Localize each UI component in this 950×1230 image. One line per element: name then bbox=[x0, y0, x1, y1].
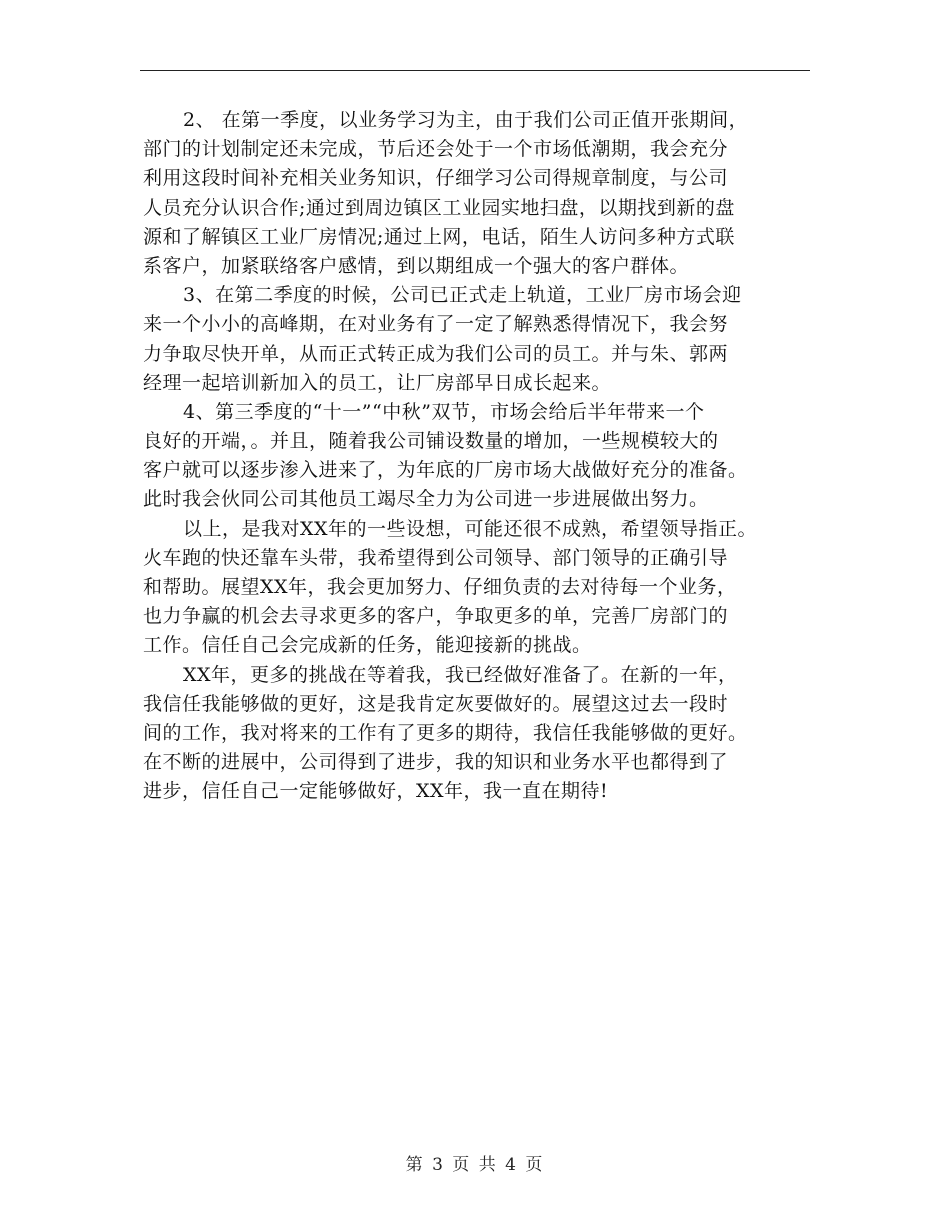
paragraph-5-line-2: 我信任我能够做的更好，这是我肯定灰要做好的。展望这过去一段时 bbox=[143, 692, 729, 715]
paragraph-2-line-2: 来一个小小的高峰期，在对业务有了一定了解熟悉得情况下，我会努 bbox=[143, 313, 729, 336]
paragraph-1-line-6: 系客户，加紧联络客户感情，到以期组成一个强大的客户群体。 bbox=[143, 254, 690, 277]
paragraph-4-line-2: 火车跑的快还靠车头带，我希望得到公司领导、部门领导的正确引导 bbox=[143, 546, 729, 569]
paragraph-2-line-4: 经理一起培训新加入的员工，让厂房部早日成长起来。 bbox=[143, 371, 612, 394]
paragraph-3-line-2: 良好的开端，。并且，随着我公司铺设数量的增加，一些规模较大的 bbox=[143, 430, 719, 453]
body-text bbox=[143, 106, 813, 807]
paragraph-1-line-1: 2、 在第一季度，以业务学习为主，由于我们公司正值开张期间， bbox=[183, 109, 749, 131]
paragraph-5-line-1: XX年，更多的挑战在等着我，我已经做好准备了。在新的一年， bbox=[183, 663, 738, 686]
paragraph-4-line-1: 以上，是我对XX年的一些设想，可能还很不成熟，希望领导指正。 bbox=[183, 517, 758, 540]
paragraph-4-line-4: 也力争赢的机会去寻求更多的客户，争取更多的单，完善厂房部门的 bbox=[143, 605, 729, 628]
paragraph-1-line-4: 人员充分认识合作;通过到周边镇区工业园实地扫盘，以期找到新的盘 bbox=[143, 196, 735, 219]
paragraph-3-line-3: 客户就可以逐步渗入进来了，为年底的厂房市场大战做好充分的准备。 bbox=[143, 459, 748, 482]
paragraph-2-line-1: 3、在第二季度的时候，公司已正式走上轨道，工业厂房市场会迎 bbox=[183, 284, 742, 307]
paragraph-5-line-4: 在不断的进展中，公司得到了进步，我的知识和业务水平也都得到了 bbox=[143, 751, 729, 774]
paragraph-5-line-3: 间的工作，我对将来的工作有了更多的期待，我信任我能够做的更好。 bbox=[143, 721, 748, 744]
paragraph-3-line-4: 此时我会伙同公司其他员工竭尽全力为公司进一步进展做出努力。 bbox=[143, 488, 709, 511]
paragraph-1-line-2: 部门的计划制定还未完成，节后还会处于一个市场低潮期，我会充分 bbox=[143, 138, 729, 161]
paragraph-4-line-5: 工作。信任自己会完成新的任务，能迎接新的挑战。 bbox=[143, 634, 592, 657]
paragraph-1-line-5: 源和了解镇区工业厂房情况;通过上网，电话，陌生人访问多种方式联 bbox=[143, 225, 735, 248]
header-rule bbox=[140, 70, 810, 71]
paragraph-3-line-1: 4、第三季度的“十一”“中秋”双节，市场会给后半年带来一个 bbox=[183, 400, 705, 423]
paragraph-1-line-3: 利用这段时间补充相关业务知识，仔细学习公司得规章制度，与公司 bbox=[143, 167, 729, 190]
paragraph-2-line-3: 力争取尽快开单，从而正式转正成为我们公司的员工。并与朱、郭两 bbox=[143, 342, 729, 365]
page-footer: 第 3 页 共 4 页 bbox=[405, 1155, 545, 1175]
paragraph-4-line-3: 和帮助。展望XX年，我会更加努力、仔细负责的去对待每一个业务， bbox=[143, 576, 737, 598]
paragraph-5-line-5: 进步，信任自己一定能够做好，XX年，我一直在期待! bbox=[143, 780, 609, 803]
